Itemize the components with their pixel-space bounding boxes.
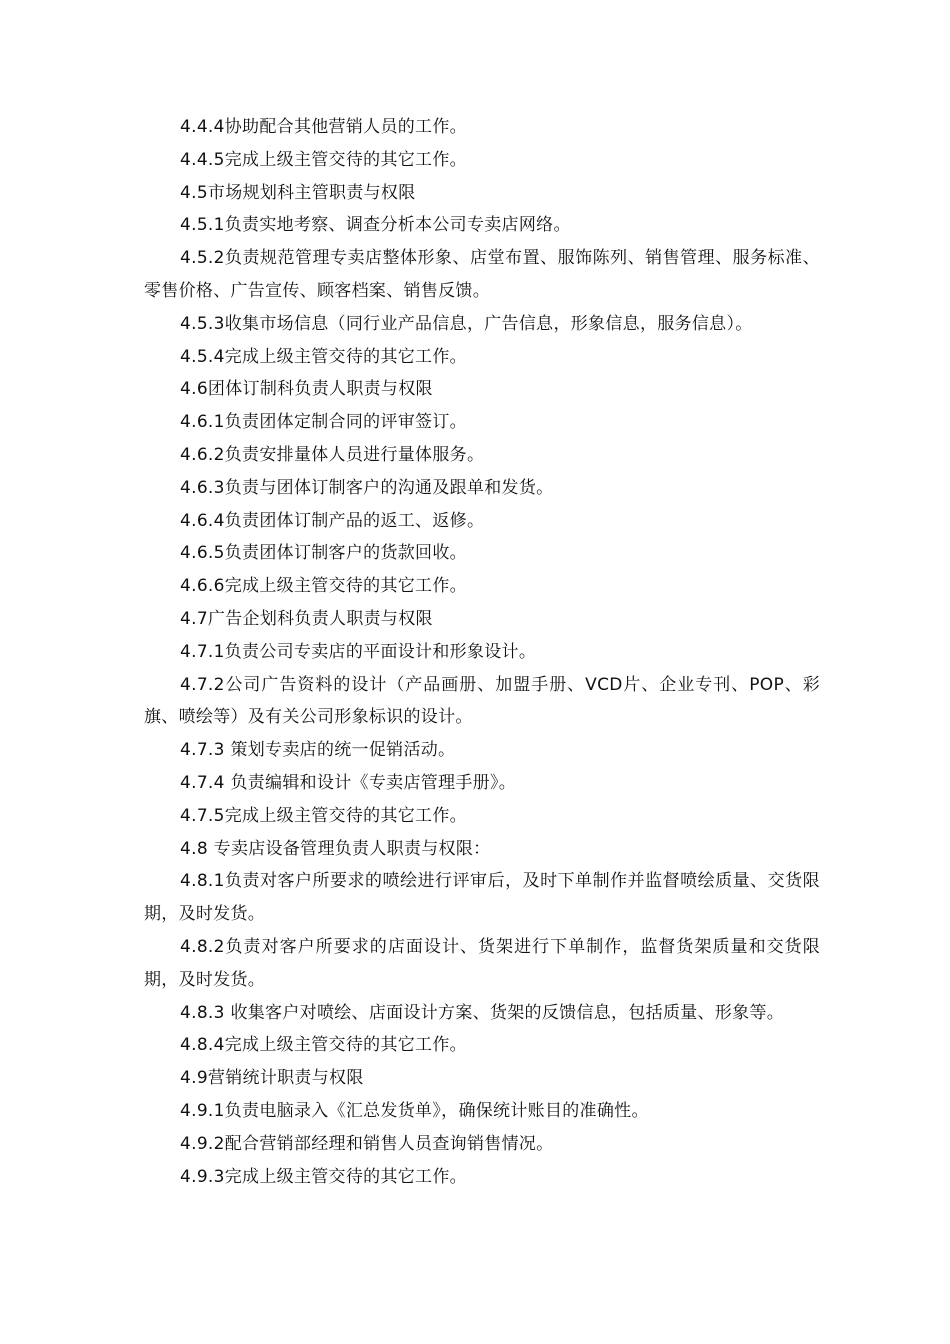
- paragraph-4-9-1: 4.9.1负责电脑录入《汇总发货单》，确保统计账目的准确性。: [180, 1100, 649, 1121]
- paragraph-4-8-1: 4.8.1负责对客户所要求的喷绘进行评审后，及时下单制作并监督喷绘质量、交货限期，及时发货。: [144, 871, 820, 925]
- paragraph-4-6-5: 4.6.5负责团体订制客户的货款回收。: [180, 543, 467, 564]
- paragraph-4-9-2: 4.9.2配合营销部经理和销售人员查询销售情况。: [180, 1133, 554, 1154]
- paragraph-4-5-3: 4.5.3收集市场信息（同行业产品信息，广告信息，形象信息，服务信息）。: [180, 313, 753, 334]
- section-heading-4-9: 4.9营销统计职责与权限: [180, 1068, 364, 1089]
- section-heading-4-8: 4.8 专卖店设备管理负责人职责与权限：: [180, 838, 491, 859]
- paragraph-4-6-3: 4.6.3负责与团体订制客户的沟通及跟单和发货。: [180, 477, 554, 498]
- paragraph-4-5-1: 4.5.1负责实地考察、调查分析本公司专卖店网络。: [180, 215, 571, 236]
- paragraph-4-6-2: 4.6.2负责安排量体人员进行量体服务。: [180, 444, 485, 465]
- paragraph-4-8-3: 4.8.3 收集客户对喷绘、店面设计方案、货架的反馈信息，包括质量、形象等。: [180, 1002, 785, 1023]
- paragraph-4-7-4: 4.7.4 负责编辑和设计《专卖店管理手册》。: [180, 772, 517, 793]
- paragraph-4-6-1: 4.6.1负责团体定制合同的评审签订。: [180, 412, 467, 433]
- paragraph-4-4-5: 4.4.5完成上级主管交待的其它工作。: [180, 149, 467, 170]
- paragraph-4-5-4: 4.5.4完成上级主管交待的其它工作。: [180, 346, 467, 367]
- paragraph-4-7-5: 4.7.5完成上级主管交待的其它工作。: [180, 805, 467, 826]
- paragraph-4-6-6: 4.6.6完成上级主管交待的其它工作。: [180, 576, 467, 597]
- paragraph-4-6-4: 4.6.4负责团体订制产品的返工、返修。: [180, 510, 485, 531]
- paragraph-4-5-2: 4.5.2负责规范管理专卖店整体形象、店堂布置、服饰陈列、销售管理、服务标准、零售价格、广告宣传、顾客档案、销售反馈。: [144, 248, 820, 301]
- paragraph-4-7-1: 4.7.1负责公司专卖店的平面设计和形象设计。: [180, 641, 537, 662]
- section-heading-4-5: 4.5市场规划科主管职责与权限: [180, 182, 416, 203]
- paragraph-4-7-3: 4.7.3 策划专卖店的统一促销活动。: [180, 740, 456, 761]
- paragraph-4-9-3: 4.9.3完成上级主管交待的其它工作。: [180, 1166, 467, 1187]
- paragraph-4-8-4: 4.8.4完成上级主管交待的其它工作。: [180, 1035, 467, 1056]
- section-heading-4-7: 4.7广告企划科负责人职责与权限: [180, 608, 433, 629]
- paragraph-4-8-2: 4.8.2负责对客户所要求的店面设计、货架进行下单制作，监督货架质量和交货限期，及时发货。: [144, 936, 820, 990]
- document-body: [144, 111, 820, 1193]
- paragraph-4-4-4: 4.4.4协助配合其他营销人员的工作。: [180, 117, 467, 137]
- paragraph-4-7-2: 4.7.2公司广告资料的设计（产品画册、加盟手册、VCD片、企业专刊、POP、彩旗、喷绘等）及有关公司形象标识的设计。: [144, 674, 820, 728]
- section-heading-4-6: 4.6团体订制科负责人职责与权限: [180, 379, 433, 400]
